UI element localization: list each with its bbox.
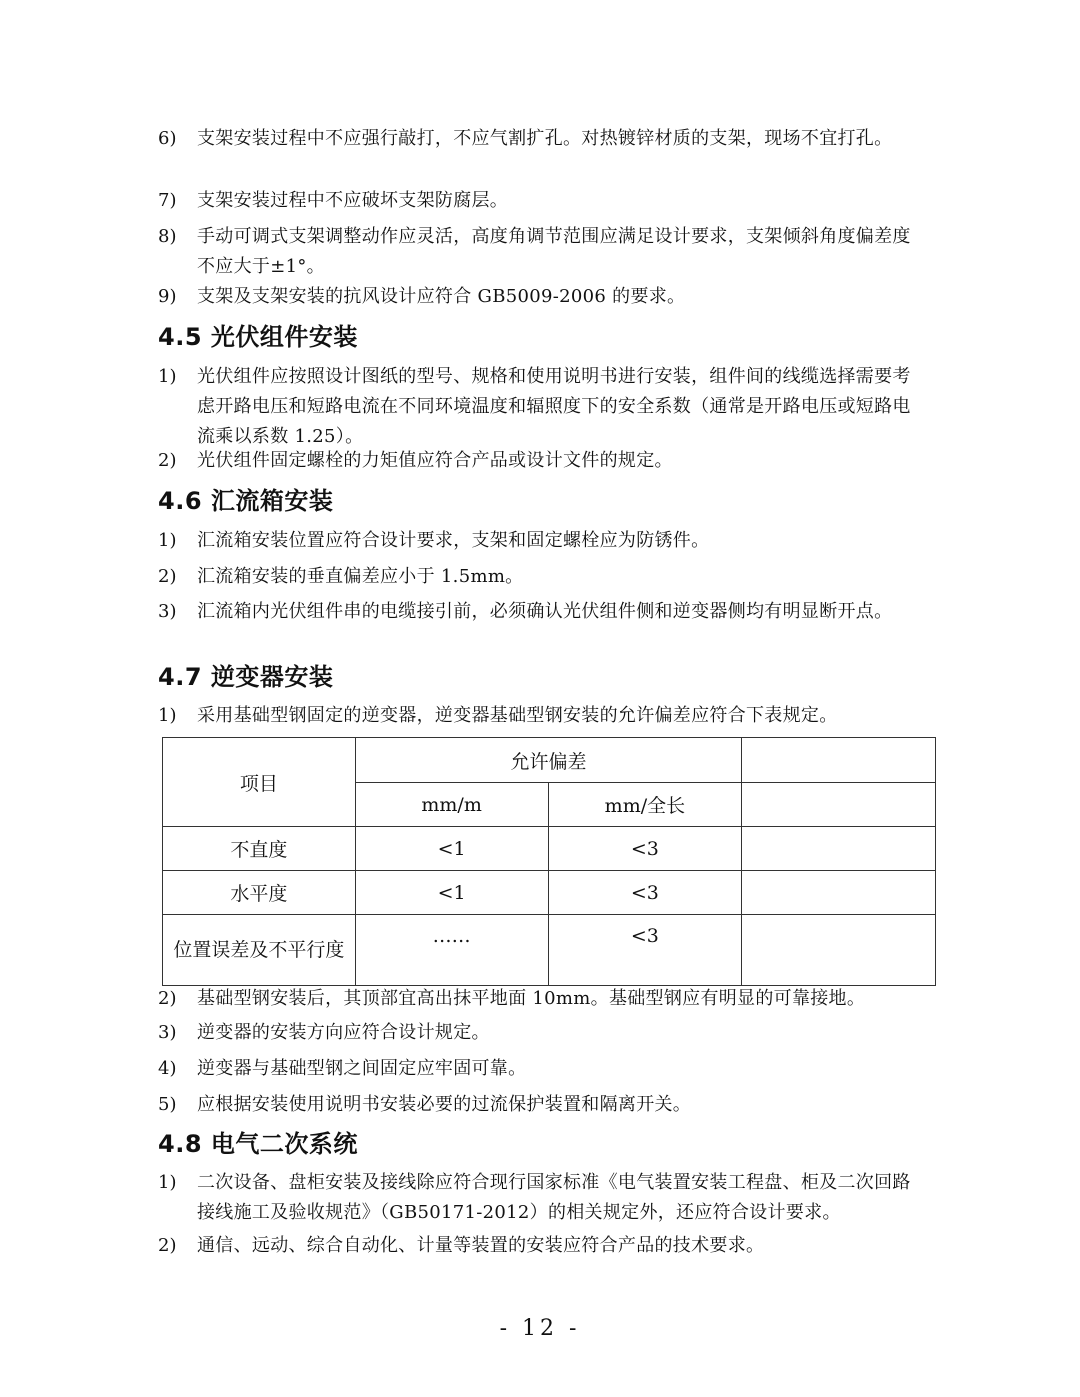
table-header-mm-m: mm/m — [355, 783, 548, 827]
table-cell-empty — [742, 915, 936, 986]
list-number: 1) — [158, 1172, 177, 1193]
list-text: 基础型钢安装后，其顶部宜高出抹平地面 10mm。基础型钢应有明显的可靠接地。 — [197, 988, 866, 1009]
list-text: 通信、远动、综合自动化、计量等装置的安装应符合产品的技术要求。 — [197, 1235, 765, 1256]
list-number: 7) — [158, 190, 177, 211]
list-text: 光伏组件固定螺栓的力矩值应符合产品或设计文件的规定。 — [197, 450, 673, 471]
list-item — [158, 282, 928, 312]
list-number: 9) — [158, 286, 177, 307]
list-text: 手动可调式支架调整动作应灵活，高度角调节范围应满足设计要求，支架倾斜角度偏差度不应大于±1°。 — [197, 226, 911, 277]
list-item — [158, 1054, 928, 1084]
list-number: 6) — [158, 128, 177, 149]
list-item — [158, 526, 928, 556]
list-item — [158, 446, 928, 476]
list-item — [158, 984, 928, 1014]
list-text: 汇流箱安装位置应符合设计要求，支架和固定螺栓应为防锈件。 — [197, 530, 710, 551]
list-item — [158, 1090, 928, 1120]
list-text: 逆变器与基础型钢之间固定应牢固可靠。 — [197, 1058, 527, 1079]
table-row — [163, 827, 936, 871]
list-text: 支架及支架安装的抗风设计应符合 GB5009-2006 的要求。 — [197, 286, 686, 307]
list-text: 应根据安装使用说明书安装必要的过流保护装置和隔离开关。 — [197, 1094, 692, 1115]
table-cell: <3 — [548, 827, 742, 871]
list-text: 采用基础型钢固定的逆变器，逆变器基础型钢安装的允许偏差应符合下表规定。 — [197, 705, 838, 726]
list-number: 1) — [158, 530, 177, 551]
section-heading: 4.6 汇流箱安装 — [158, 487, 334, 515]
list-number: 2) — [158, 566, 177, 587]
list-item — [158, 1018, 928, 1048]
table-cell: 不直度 — [163, 827, 356, 871]
table-cell: <3 — [548, 915, 742, 986]
list-text: 二次设备、盘柜安装及接线除应符合现行国家标准《电气装置安装工程盘、柜及二次回路接线施工及验收规范》（GB50171-2012）的相关规定外，还应符合设计要求。 — [197, 1172, 911, 1223]
list-item — [158, 222, 928, 282]
section-heading: 4.7 逆变器安装 — [158, 663, 334, 691]
list-item — [158, 1231, 928, 1261]
table-row — [163, 871, 936, 915]
table-cell: <3 — [548, 871, 742, 915]
list-number: 2) — [158, 988, 177, 1009]
section-heading: 4.5 光伏组件安装 — [158, 323, 358, 351]
list-item — [158, 701, 928, 731]
list-item — [158, 597, 928, 627]
list-number: 3) — [158, 1022, 177, 1043]
list-number: 5) — [158, 1094, 177, 1115]
table-cell-empty — [742, 827, 936, 871]
table-header-mm-full: mm/全长 — [548, 783, 742, 827]
table-cell-empty — [742, 783, 936, 827]
table-row — [163, 915, 936, 986]
table-cell-empty — [742, 738, 936, 783]
list-number: 3) — [158, 601, 177, 622]
list-item — [158, 1168, 928, 1228]
list-text: 逆变器的安装方向应符合设计规定。 — [197, 1022, 490, 1043]
table-cell: <1 — [355, 871, 548, 915]
list-number: 2) — [158, 1235, 177, 1256]
table-header-item: 项目 — [163, 738, 356, 827]
list-text: 支架安装过程中不应破坏支架防腐层。 — [197, 190, 509, 211]
list-item — [158, 186, 928, 216]
table-cell: 位置误差及不平行度 — [163, 915, 356, 986]
table-cell: <1 — [355, 827, 548, 871]
list-text: 汇流箱安装的垂直偏差应小于 1.5mm。 — [197, 566, 524, 587]
table-cell: …… — [355, 915, 548, 986]
list-text: 支架安装过程中不应强行敲打，不应气割扩孔。对热镀锌材质的支架，现场不宜打孔。 — [197, 128, 893, 149]
list-number: 2) — [158, 450, 177, 471]
table-cell: 水平度 — [163, 871, 356, 915]
list-item — [158, 124, 928, 154]
table-cell-empty — [742, 871, 936, 915]
list-item — [158, 562, 928, 592]
list-text: 光伏组件应按照设计图纸的型号、规格和使用说明书进行安装，组件间的线缆选择需要考虑开路电压和短路电流在不同环境温度和辐照度下的安全系数（通常是开路电压或短路电流乘以系数 1.25）。 — [197, 366, 911, 447]
table-header-group: 允许偏差 — [355, 738, 742, 783]
list-text: 汇流箱内光伏组件串的电缆接引前，必须确认光伏组件侧和逆变器侧均有明显断开点。 — [197, 601, 893, 622]
tolerance-table — [162, 737, 936, 986]
list-number: 1) — [158, 705, 177, 726]
list-number: 4) — [158, 1058, 177, 1079]
section-heading: 4.8 电气二次系统 — [158, 1130, 358, 1158]
page-number: - 12 - — [499, 1316, 581, 1341]
list-number: 1) — [158, 366, 177, 387]
list-item — [158, 362, 928, 452]
list-number: 8) — [158, 226, 177, 247]
